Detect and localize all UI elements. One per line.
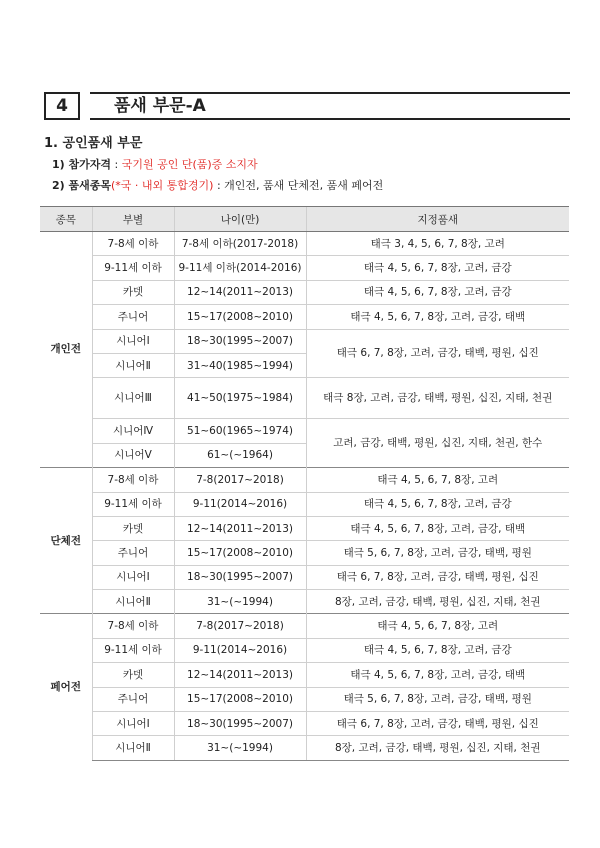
poomsae-cell: 고려, 금강, 태백, 평원, 십진, 지태, 천권, 한수: [306, 419, 569, 468]
poomsae-cell: 태극 5, 6, 7, 8장, 고려, 금강, 태백, 평원: [306, 541, 569, 565]
age-cell: 15~17(2008~2010): [174, 687, 306, 711]
table-row: [40, 712, 569, 736]
table-row: [40, 492, 569, 516]
age-cell: 7-8(2017~2018): [174, 614, 306, 638]
age-cell: 61~(~1964): [174, 443, 306, 467]
eligibility-sep: :: [111, 158, 122, 171]
age-cell: 18~30(1995~2007): [174, 565, 306, 589]
category-pair: 페어전: [40, 614, 92, 760]
poomsae-cell: 태극 4, 5, 6, 7, 8장, 고려: [306, 614, 569, 638]
events-value: 개인전, 품새 단체전, 품새 페어전: [224, 179, 384, 192]
division-cell: 카뎃: [92, 280, 174, 304]
age-cell: 41~50(1975~1984): [174, 378, 306, 419]
age-cell: 51~60(1965~1974): [174, 419, 306, 443]
age-cell: 31~(~1994): [174, 736, 306, 760]
poomsae-cell: 태극 4, 5, 6, 7, 8장, 고려, 금강, 태백: [306, 305, 569, 329]
age-cell: 15~17(2008~2010): [174, 541, 306, 565]
division-cell: 9-11세 이하: [92, 638, 174, 662]
events-sep: :: [213, 179, 225, 192]
division-cell: 7-8세 이하: [92, 614, 174, 638]
division-cell: 시니어Ⅱ: [92, 353, 174, 377]
division-cell: 7-8세 이하: [92, 468, 174, 492]
division-cell: 시니어Ⅰ: [92, 329, 174, 353]
poomsae-cell: 태극 4, 5, 6, 7, 8장, 고려: [306, 468, 569, 492]
category-individual: 개인전: [40, 232, 92, 468]
division-cell: 시니어Ⅴ: [92, 443, 174, 467]
header-poomsae: 지정품새: [306, 207, 569, 232]
poomsae-cell: 태극 4, 5, 6, 7, 8장, 고려, 금강: [306, 492, 569, 516]
table-row: [40, 516, 569, 540]
table-row: [40, 256, 569, 280]
age-cell: 12~14(2011~2013): [174, 663, 306, 687]
division-cell: 시니어Ⅱ: [92, 736, 174, 760]
age-cell: 18~30(1995~2007): [174, 329, 306, 353]
poomsae-cell: 태극 4, 5, 6, 7, 8장, 고려, 금강: [306, 256, 569, 280]
section-number: 4: [44, 92, 80, 120]
poomsae-cell: 태극 6, 7, 8장, 고려, 금강, 태백, 평원, 십진: [306, 712, 569, 736]
division-cell: 시니어Ⅰ: [92, 565, 174, 589]
table-row: [40, 378, 569, 419]
poomsae-table: [40, 206, 569, 761]
events-line: [52, 177, 383, 193]
division-cell: 7-8세 이하: [92, 232, 174, 256]
events-highlight: (*국 · 내외 통합경기): [111, 179, 214, 192]
age-cell: 31~40(1985~1994): [174, 353, 306, 377]
poomsae-cell: 태극 4, 5, 6, 7, 8장, 고려, 금강, 태백: [306, 663, 569, 687]
subsection-heading: 1. 공인품새 부문: [44, 136, 143, 151]
age-cell: 9-11(2014~2016): [174, 492, 306, 516]
poomsae-cell: 8장, 고려, 금강, 태백, 평원, 십진, 지태, 천권: [306, 590, 569, 614]
division-cell: 주니어: [92, 541, 174, 565]
division-cell: 카뎃: [92, 516, 174, 540]
table-row: [40, 638, 569, 662]
division-cell: 시니어Ⅰ: [92, 712, 174, 736]
header-division: 부별: [92, 207, 174, 232]
division-cell: 시니어Ⅱ: [92, 590, 174, 614]
poomsae-cell: 태극 6, 7, 8장, 고려, 금강, 태백, 평원, 십진: [306, 329, 569, 378]
age-cell: 9-11세 이하(2014-2016): [174, 256, 306, 280]
table-row: [40, 590, 569, 614]
header-category: 종목: [40, 207, 92, 232]
table-header-row: [40, 207, 569, 232]
poomsae-cell: 태극 4, 5, 6, 7, 8장, 고려, 금강: [306, 638, 569, 662]
header-age: 나이(만): [174, 207, 306, 232]
category-team: 단체전: [40, 468, 92, 614]
table-row: [40, 541, 569, 565]
poomsae-cell: 태극 3, 4, 5, 6, 7, 8장, 고려: [306, 232, 569, 256]
section-title-bar: [90, 92, 570, 120]
poomsae-cell: 태극 8장, 고려, 금강, 태백, 평원, 십진, 지태, 천권: [306, 378, 569, 419]
age-cell: 15~17(2008~2010): [174, 305, 306, 329]
table-row: [40, 565, 569, 589]
age-cell: 18~30(1995~2007): [174, 712, 306, 736]
poomsae-cell: 태극 4, 5, 6, 7, 8장, 고려, 금강: [306, 280, 569, 304]
division-cell: 주니어: [92, 305, 174, 329]
table-row: [40, 280, 569, 304]
eligibility-label: 1) 참가자격: [52, 158, 112, 171]
table-row: [40, 232, 569, 256]
division-cell: 주니어: [92, 687, 174, 711]
poomsae-cell: 태극 4, 5, 6, 7, 8장, 고려, 금강, 태백: [306, 516, 569, 540]
poomsae-cell: 태극 6, 7, 8장, 고려, 금강, 태백, 평원, 십진: [306, 565, 569, 589]
division-cell: 시니어Ⅳ: [92, 419, 174, 443]
eligibility-line: [52, 156, 258, 172]
division-cell: 9-11세 이하: [92, 256, 174, 280]
age-cell: 7-8세 이하(2017-2018): [174, 232, 306, 256]
events-label: 2) 품새종목: [52, 179, 112, 192]
poomsae-cell: 태극 5, 6, 7, 8장, 고려, 금강, 태백, 평원: [306, 687, 569, 711]
table-row: [40, 736, 569, 760]
table-row: [40, 419, 569, 443]
age-cell: 9-11(2014~2016): [174, 638, 306, 662]
section-title: 품새 부문-A: [114, 96, 206, 116]
table-row: [40, 614, 569, 638]
division-cell: 시니어Ⅲ: [92, 378, 174, 419]
age-cell: 7-8(2017~2018): [174, 468, 306, 492]
age-cell: 12~14(2011~2013): [174, 280, 306, 304]
table-row: [40, 663, 569, 687]
age-cell: 31~(~1994): [174, 590, 306, 614]
age-cell: 12~14(2011~2013): [174, 516, 306, 540]
eligibility-value: 국기원 공인 단(품)증 소지자: [121, 158, 258, 171]
poomsae-cell: 8장, 고려, 금강, 태백, 평원, 십진, 지태, 천권: [306, 736, 569, 760]
division-cell: 카뎃: [92, 663, 174, 687]
table-row: [40, 468, 569, 492]
division-cell: 9-11세 이하: [92, 492, 174, 516]
table-row: [40, 329, 569, 353]
table-row: [40, 687, 569, 711]
table-row: [40, 305, 569, 329]
